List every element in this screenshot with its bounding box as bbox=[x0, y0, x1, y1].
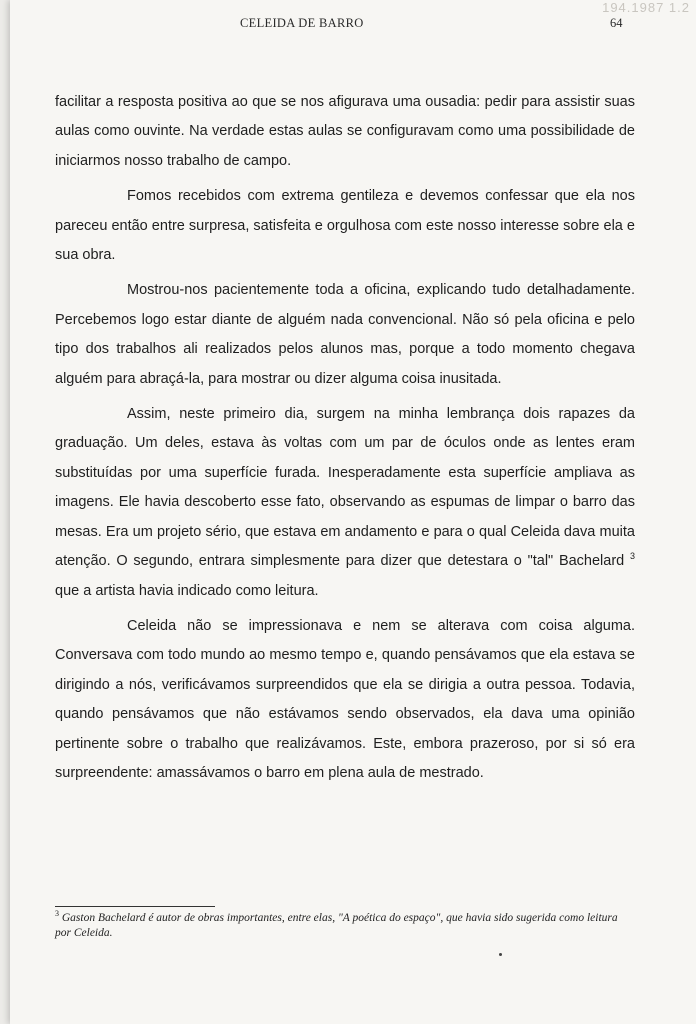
paragraph-1: facilitar a resposta positiva ao que se nos afigurava uma ousadia: pedir para assistir suas aulas como ouvinte. Na verdade estas aulas se configuravam como uma possibilidade de iniciarmos nosso trabalho de campo. bbox=[55, 94, 635, 169]
footnote-divider bbox=[55, 906, 215, 907]
footnote-reference: 3 bbox=[629, 551, 635, 562]
ink-speck bbox=[499, 953, 502, 956]
document-page bbox=[10, 0, 696, 1024]
paragraph-3: Mostrou-nos pacientemente toda a oficina, explicando tudo detalhadamente. Percebemos logo estar diante de alguém nada convencional. Não só pela oficina e pelo tipo dos trabalhos ali realizados pelos alunos mas, porque a todo momento chegava alguém para abraçá-la, para mostrar ou dizer alguma coisa inusitada. bbox=[55, 282, 635, 387]
footnote-number: 3 bbox=[55, 909, 59, 919]
footnote bbox=[55, 911, 635, 941]
paragraph-2: Fomos recebidos com extrema gentileza e devemos confessar que ela nos pareceu então entre surpresa, satisfeita e orgulhosa com este nosso interesse sobre ela e sua obra. bbox=[55, 188, 635, 264]
running-header-title: CELEIDA DE BARRO bbox=[240, 16, 364, 30]
footnote-text: Gaston Bachelard é autor de obras importantes, entre elas, "A poética do espaço", que havia sido sugerida como leitura por Celeida. bbox=[55, 912, 618, 939]
corner-stamp: 194.1987 1.2 bbox=[602, 0, 690, 15]
page-number: 64 bbox=[610, 16, 623, 30]
paragraph-4-text-a: Assim, neste primeiro dia, surgem na minha lembrança dois rapazes da graduação. Um deles, estava às voltas com um par de óculos onde as lentes eram substituídas por uma superfície furada. Inesperadamente esta superfície ampliava as imagens. Ele havia descoberto esse fato, observando as espumas de limpar o barro das mesas. Era um projeto sério, que estava em andamento e para o qual Celeida dava muita atenção. O segundo, entrara simplesmente para dizer que detestara o "tal" Bachelard bbox=[55, 406, 635, 570]
paragraph-4 bbox=[55, 400, 635, 606]
paragraph-4-text-b: que a artista havia indicado como leitura. bbox=[55, 582, 319, 599]
body-text bbox=[55, 88, 635, 794]
paragraph-5: Celeida não se impressionava e nem se alterava com coisa alguma. Conversava com todo mundo ao mesmo tempo e, quando pensávamos que ela estava se dirigindo a nós, verificávamos surpreendidos que ela se dirigia a outra pessoa. Todavia, quando pensávamos que não estávamos sendo observados, ela dava uma opinião pertinente sobre o trabalho que realizávamos. Este, embora prazeroso, por si só era surpreendente: amassávamos o barro em plena aula de mestrado. bbox=[55, 617, 635, 781]
